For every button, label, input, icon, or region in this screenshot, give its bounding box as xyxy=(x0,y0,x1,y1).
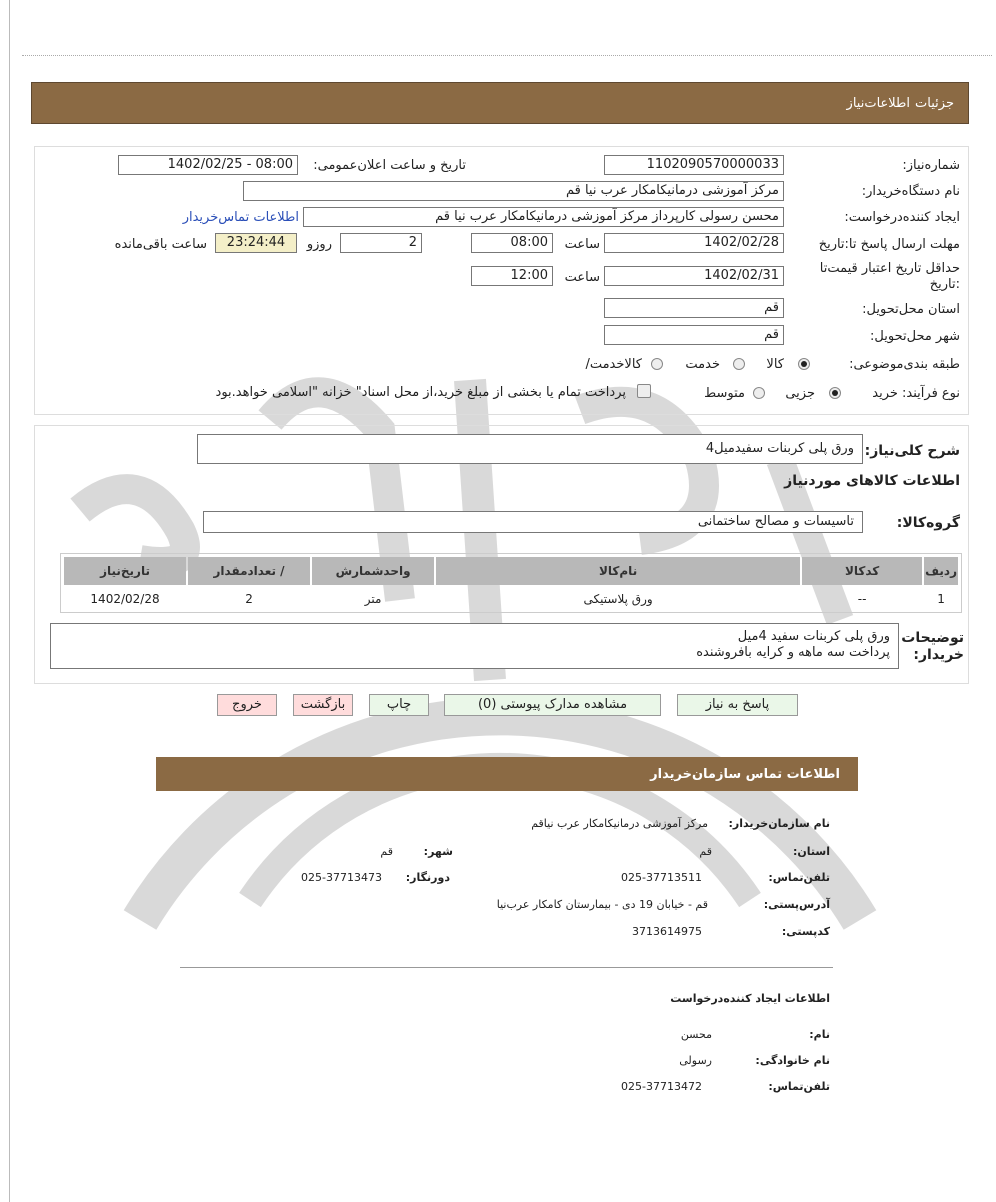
requester-title: اطلاعات ایجاد کننده‌درخواست xyxy=(670,992,830,1005)
announce-label: تاریخ و ساعت اعلان‌عمومی: xyxy=(313,158,466,173)
requester-name-value: محسن xyxy=(680,1028,712,1041)
city-field: قم xyxy=(604,325,784,345)
buyer-notes-line-2: پرداخت سه ماهه و کرایه بافروشنده xyxy=(696,645,890,660)
process-label: نوع فرآیند: خرید xyxy=(872,386,960,401)
deadline-time-field: 08:00 xyxy=(471,233,553,253)
buyer-label: نام دستگاه‌خریدار: xyxy=(861,184,960,199)
day-label: روزو xyxy=(306,237,332,252)
days-field: 2 xyxy=(340,233,422,253)
validity-label: حداقل تاریخ اعتبار قیمت‌تا :تاریخ xyxy=(819,261,960,292)
process-medium-label: متوسط xyxy=(704,386,745,401)
buyer-notes-line-1: ورق پلی کربنات سفید 4میل xyxy=(737,629,890,644)
buyer-contact-header xyxy=(156,757,858,791)
tab-need-info[interactable]: اطلاعات‌نیاز xyxy=(846,96,910,111)
cell-name: ورق پلاستیکی xyxy=(583,592,653,606)
org-label: نام سازمان‌خریدار: xyxy=(728,817,830,830)
contact-phone-label: تلفن‌تماس: xyxy=(768,871,830,884)
province-field: قم xyxy=(604,298,784,318)
validity-date-field: 1402/02/31 xyxy=(604,266,784,286)
contact-divider xyxy=(180,967,833,968)
buyer-notes-field xyxy=(50,623,899,669)
cell-row: 1 xyxy=(937,592,945,606)
col-code: کدکالا xyxy=(802,557,922,585)
category-goods-service-radio[interactable] xyxy=(651,358,663,370)
category-label: طبقه بندی‌موضوعی: xyxy=(849,357,960,372)
col-date: تاریخ‌نیاز xyxy=(64,557,186,585)
postal-code-value: 3713614975 xyxy=(632,925,702,938)
remaining-time: 23:24:44 xyxy=(215,233,297,253)
col-unit: واحدشمارش xyxy=(312,557,434,585)
validity-time-field: 12:00 xyxy=(471,266,553,286)
address-label: آدرس‌پستی: xyxy=(763,898,830,911)
category-goods-label: کالا xyxy=(766,357,784,372)
requester-phone-value: 025-37713472 xyxy=(621,1080,702,1093)
desc-label: شرح کلی‌نیاز: xyxy=(864,443,960,459)
validity-time-label: ساعت xyxy=(564,270,600,285)
goods-title: اطلاعات کالاهای موردنیاز xyxy=(784,473,960,489)
contact-phone-value: 025-37713511 xyxy=(621,871,702,884)
process-medium-radio[interactable] xyxy=(753,387,765,399)
contact-city-label: شهر: xyxy=(423,845,453,858)
desc-field: ورق پلی کربنات سفیدمیل4 xyxy=(197,434,863,464)
buyer-contact-title: اطلاعات تماس سازمان‌خریدار xyxy=(650,767,840,782)
cell-quantity: 2 xyxy=(245,592,253,606)
group-label: گروه‌کالا: xyxy=(896,515,960,531)
creator-field: محسن رسولی کارپرداز مرکز آموزشی درمانیکامکار عرب نیا قم xyxy=(303,207,784,227)
group-field: تاسیسات و مصالح ساختمانی xyxy=(203,511,863,533)
requester-phone-label: تلفن‌تماس: xyxy=(768,1080,830,1093)
table-row xyxy=(64,587,958,611)
cell-code: -- xyxy=(857,592,867,606)
creator-label: ایجاد کننده‌درخواست: xyxy=(844,210,960,225)
remaining-label: ساعت باقی‌مانده xyxy=(114,237,207,252)
contact-province-label: استان: xyxy=(793,845,830,858)
process-minor-label: جزیی xyxy=(785,386,815,401)
org-value: مرکز آموزشی درمانیکامکار عرب نیاقم xyxy=(531,817,708,830)
province-label: استان محل‌تحویل: xyxy=(862,302,960,317)
buyer-notes-label: توضیحات خریدار: xyxy=(901,630,964,663)
process-minor-radio[interactable] xyxy=(829,387,841,399)
buyer-field: مرکز آموزشی درمانیکامکار عرب نیا قم xyxy=(243,181,784,201)
page-left-border xyxy=(9,0,10,1202)
col-quantity: / تعدادمقدار xyxy=(188,557,310,585)
deadline-date-field: 1402/02/28 xyxy=(604,233,784,253)
reply-button[interactable]: پاسخ به نیاز xyxy=(677,694,798,716)
category-goods-service-label: کالاخدمت/ xyxy=(585,357,642,372)
view-attachments-button[interactable]: مشاهده مدارک پیوستی (0) xyxy=(444,694,661,716)
category-goods-radio[interactable] xyxy=(798,358,810,370)
deadline-time-label: ساعت xyxy=(564,237,600,252)
category-service-label: خدمت xyxy=(685,357,720,372)
fax-label: دورنگار: xyxy=(405,871,450,884)
exit-button[interactable]: خروج xyxy=(217,694,277,716)
city-label: شهر محل‌تحویل: xyxy=(870,329,960,344)
print-button[interactable]: چاپ xyxy=(369,694,429,716)
requester-name-label: نام: xyxy=(809,1028,830,1041)
treasury-payment-checkbox[interactable] xyxy=(637,384,651,398)
category-service-radio[interactable] xyxy=(733,358,745,370)
requester-family-label: نام خانوادگی: xyxy=(755,1054,830,1067)
deadline-label: مهلت ارسال پاسخ تا:تاریخ xyxy=(818,237,960,252)
need-number-field: 1102090570000033 xyxy=(604,155,784,175)
fax-value: 025-37713473 xyxy=(301,871,382,884)
tab-details[interactable]: جزئیات xyxy=(915,96,954,111)
cell-unit: متر xyxy=(364,592,382,606)
treasury-payment-text: پرداخت تمام یا بخشی از مبلغ خرید،از محل اسناد" خزانه "اسلامی خواهد.بود xyxy=(215,385,626,400)
buyer-contact-link[interactable]: اطلاعات تماس‌خریدار xyxy=(182,210,299,225)
need-number-label: شماره‌نیاز: xyxy=(902,158,960,173)
items-table-header xyxy=(64,557,958,585)
requester-family-value: رسولی xyxy=(679,1054,712,1067)
announce-field: 1402/02/25 - 08:00 xyxy=(118,155,298,175)
details-header xyxy=(31,82,969,124)
contact-city-value: قم xyxy=(380,845,393,858)
cell-date: 1402/02/28 xyxy=(90,592,160,606)
top-divider xyxy=(22,55,992,56)
items-table xyxy=(62,555,960,613)
col-row: ردیف xyxy=(924,557,958,585)
postal-code-label: کد‌پستی: xyxy=(781,925,830,938)
back-button[interactable]: بازگشت xyxy=(293,694,353,716)
address-value: قم - خیابان 19 دی - بیمارستان کامکار عرب‌نیا xyxy=(496,898,708,911)
contact-province-value: قم xyxy=(699,845,712,858)
col-name: نام‌کالا xyxy=(436,557,800,585)
